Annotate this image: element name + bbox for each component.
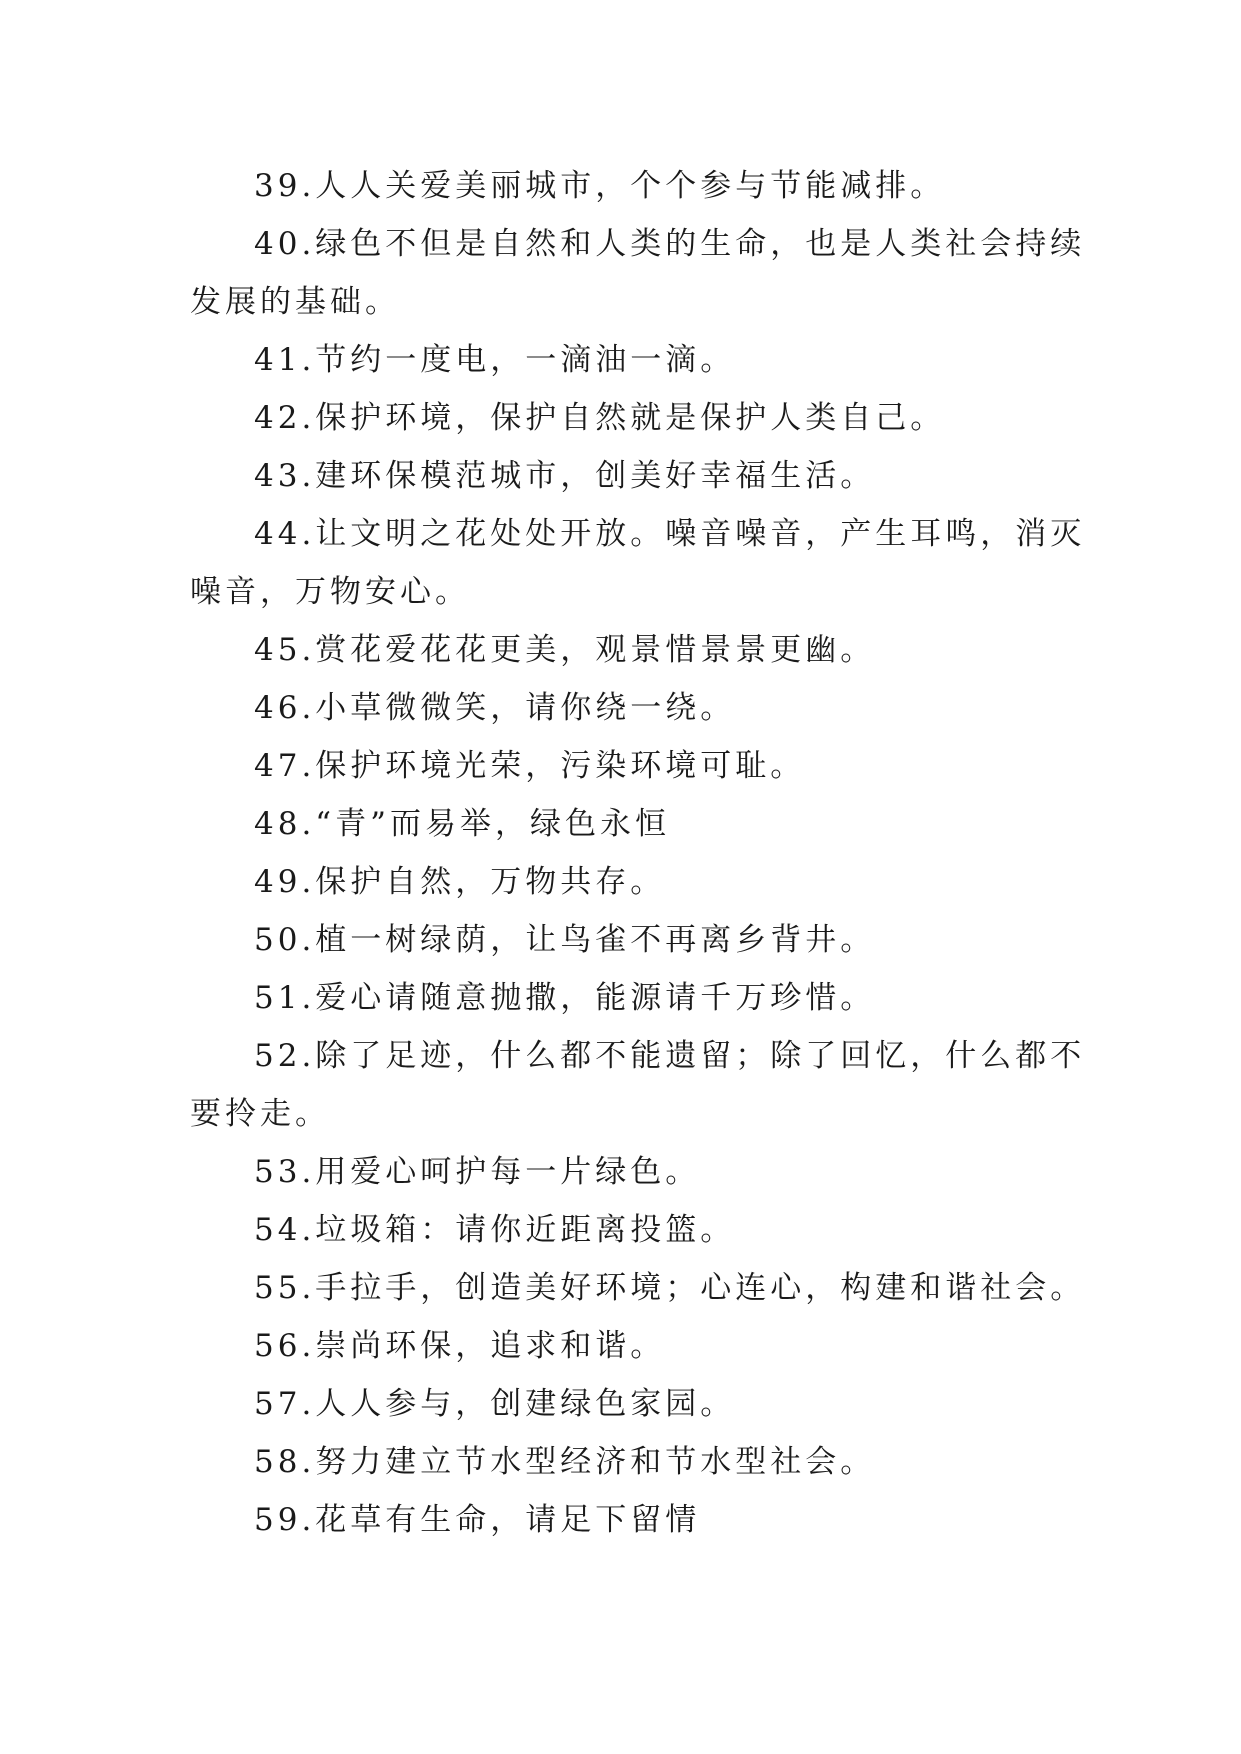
slogan-43: 43.建环保模范城市，创美好幸福生活。: [254, 458, 876, 494]
slogan-48: 48.“青”而易举，绿色永恒: [254, 806, 670, 842]
slogan-51: 51.爱心请随意抛撒，能源请千万珍惜。: [254, 980, 876, 1016]
slogan-41: 41.节约一度电，一滴油一滴。: [254, 342, 736, 378]
slogan-57: 57.人人参与，创建绿色家园。: [254, 1386, 736, 1422]
slogan-40-continued: 发展的基础。: [190, 284, 400, 320]
slogan-44: 44.让文明之花处处开放。噪音噪音，产生耳鸣，消灭: [254, 516, 1086, 552]
slogan-52-continued: 要拎走。: [190, 1096, 330, 1132]
slogan-42: 42.保护环境，保护自然就是保护人类自己。: [254, 400, 946, 436]
slogan-39: 39.人人关爱美丽城市，个个参与节能减排。: [254, 168, 946, 204]
slogan-52: 52.除了足迹，什么都不能遗留；除了回忆，什么都不: [254, 1038, 1086, 1074]
slogan-53: 53.用爱心呵护每一片绿色。: [254, 1154, 701, 1190]
slogan-59: 59.花草有生命，请足下留情: [254, 1502, 701, 1538]
slogan-47: 47.保护环境光荣，污染环境可耻。: [254, 748, 806, 784]
slogan-44-continued: 噪音，万物安心。: [190, 574, 470, 610]
slogan-54: 54.垃圾箱：请你近距离投篮。: [254, 1212, 736, 1248]
slogan-45: 45.赏花爱花花更美，观景惜景景更幽。: [254, 632, 876, 668]
slogan-49: 49.保护自然，万物共存。: [254, 864, 666, 900]
slogan-56: 56.崇尚环保，追求和谐。: [254, 1328, 666, 1364]
slogan-list: [190, 157, 1086, 1549]
slogan-40: 40.绿色不但是自然和人类的生命，也是人类社会持续: [254, 226, 1086, 262]
slogan-46: 46.小草微微笑，请你绕一绕。: [254, 690, 736, 726]
slogan-58: 58.努力建立节水型经济和节水型社会。: [254, 1444, 876, 1480]
slogan-55: 55.手拉手，创造美好环境；心连心，构建和谐社会。: [254, 1270, 1086, 1306]
slogan-50: 50.植一树绿荫，让鸟雀不再离乡背井。: [254, 922, 876, 958]
